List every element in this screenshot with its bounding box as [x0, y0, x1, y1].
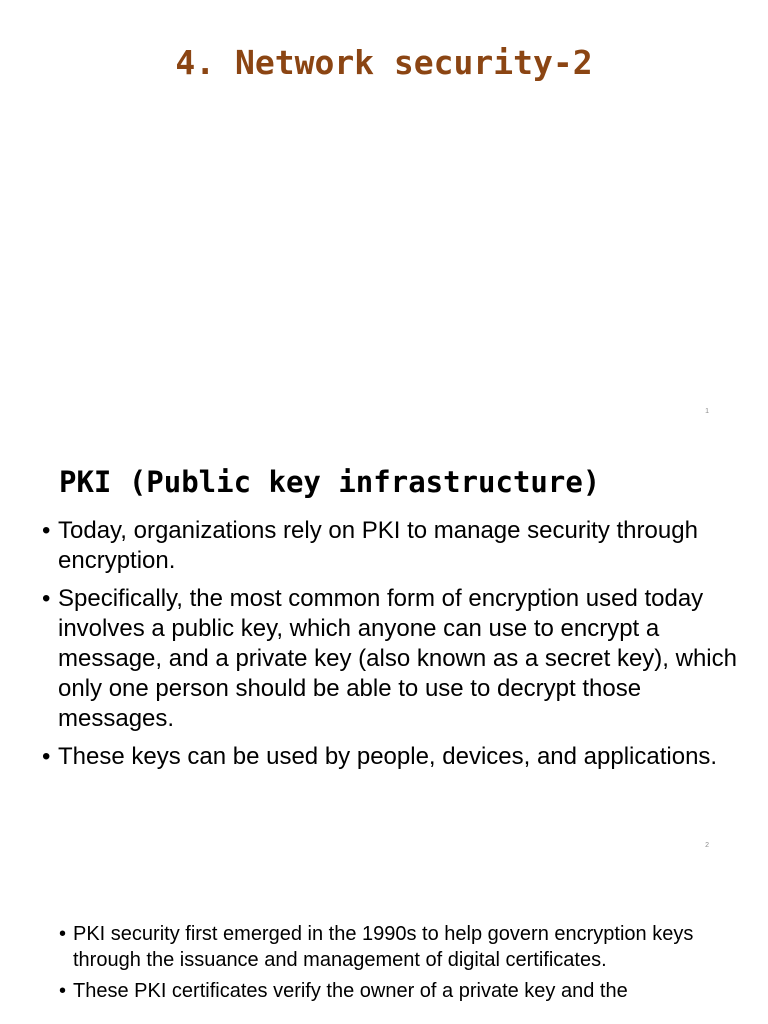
slide-3: [0, 868, 768, 1024]
bullet-icon: •: [42, 743, 51, 770]
slide-2: [0, 434, 768, 868]
bullet-item: [59, 921, 719, 973]
bullet-icon: •: [59, 923, 67, 945]
bullet-icon: •: [42, 585, 51, 612]
bullet-list: [59, 921, 719, 1009]
bullet-item: [42, 742, 742, 772]
slide-title: 4. Network security-2: [175, 43, 593, 82]
bullet-text: These keys can be used by people, devices, and applications.: [58, 743, 718, 770]
bullet-text: PKI security first emerged in the 1990s to help govern encryption keys through the issuance and management of digital certificates.: [73, 923, 694, 971]
bullet-icon: •: [59, 980, 67, 1002]
bullet-list: [42, 516, 742, 780]
slide-number: 2: [705, 842, 709, 849]
bullet-item: [42, 584, 742, 734]
bullet-text: Today, organizations rely on PKI to manage security through encryption.: [58, 517, 698, 574]
bullet-item: [59, 978, 719, 1004]
slide-number: 1: [705, 408, 709, 415]
bullet-text: Specifically, the most common form of encryption used today involves a public key, which anyone can use to encrypt a message, and a private key (also known as a secret key), which only one person should be able to use to decrypt those messages.: [58, 585, 737, 732]
slide-title: PKI (Public key infrastructure): [59, 465, 601, 499]
bullet-icon: •: [42, 517, 51, 544]
bullet-text: These PKI certificates verify the owner of a private key and the: [73, 980, 628, 1002]
bullet-item: [42, 516, 742, 576]
slide-1: [0, 0, 768, 434]
